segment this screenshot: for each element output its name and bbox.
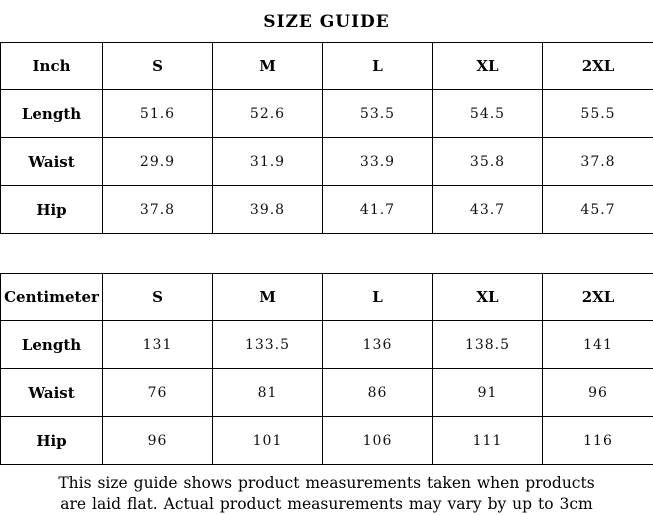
column-header-xl: XL <box>433 43 543 90</box>
row-label-length: Length <box>1 321 103 369</box>
cell-cm-hip-xl: 111 <box>433 417 543 465</box>
table-header-row <box>1 43 653 90</box>
cell-cm-waist-xl: 91 <box>433 369 543 417</box>
column-header-2xl: 2XL <box>543 43 653 90</box>
cell-cm-hip-m: 101 <box>213 417 323 465</box>
cell-inch-waist-2xl: 37.8 <box>543 138 653 186</box>
footnote-line-2: are laid flat. Actual product measurements may vary by up to 3cm <box>0 494 653 515</box>
column-header-l: L <box>323 274 433 321</box>
cell-cm-hip-s: 96 <box>103 417 213 465</box>
cell-inch-hip-2xl: 45.7 <box>543 186 653 234</box>
footnote <box>0 465 653 515</box>
table-header-row <box>1 274 653 321</box>
cell-cm-length-s: 131 <box>103 321 213 369</box>
size-table-centimeter <box>0 273 653 465</box>
cell-inch-hip-m: 39.8 <box>213 186 323 234</box>
footnote-line-1: This size guide shows product measurements taken when products <box>0 473 653 494</box>
cell-cm-length-l: 136 <box>323 321 433 369</box>
table-divider-space <box>0 234 653 273</box>
unit-header-inch: Inch <box>1 43 103 90</box>
cell-inch-waist-l: 33.9 <box>323 138 433 186</box>
cell-inch-length-s: 51.6 <box>103 90 213 138</box>
table-row <box>1 417 653 465</box>
column-header-s: S <box>103 274 213 321</box>
row-label-length: Length <box>1 90 103 138</box>
column-header-m: M <box>213 274 323 321</box>
row-label-hip: Hip <box>1 417 103 465</box>
cell-inch-length-l: 53.5 <box>323 90 433 138</box>
column-header-2xl: 2XL <box>543 274 653 321</box>
cell-cm-waist-l: 86 <box>323 369 433 417</box>
cell-cm-waist-m: 81 <box>213 369 323 417</box>
cell-cm-hip-2xl: 116 <box>543 417 653 465</box>
row-label-waist: Waist <box>1 138 103 186</box>
cell-cm-waist-s: 76 <box>103 369 213 417</box>
cell-cm-length-m: 133.5 <box>213 321 323 369</box>
column-header-s: S <box>103 43 213 90</box>
cell-inch-length-2xl: 55.5 <box>543 90 653 138</box>
table-row <box>1 186 653 234</box>
table-row <box>1 321 653 369</box>
cell-cm-waist-2xl: 96 <box>543 369 653 417</box>
column-header-xl: XL <box>433 274 543 321</box>
column-header-l: L <box>323 43 433 90</box>
unit-header-centimeter: Centimeter <box>1 274 103 321</box>
cell-cm-length-2xl: 141 <box>543 321 653 369</box>
table-row <box>1 369 653 417</box>
cell-cm-hip-l: 106 <box>323 417 433 465</box>
cell-inch-hip-xl: 43.7 <box>433 186 543 234</box>
cell-inch-waist-m: 31.9 <box>213 138 323 186</box>
column-header-m: M <box>213 43 323 90</box>
cell-inch-length-m: 52.6 <box>213 90 323 138</box>
table-row <box>1 90 653 138</box>
row-label-waist: Waist <box>1 369 103 417</box>
cell-inch-length-xl: 54.5 <box>433 90 543 138</box>
row-label-hip: Hip <box>1 186 103 234</box>
cell-inch-waist-s: 29.9 <box>103 138 213 186</box>
table-row <box>1 138 653 186</box>
cell-inch-waist-xl: 35.8 <box>433 138 543 186</box>
cell-cm-length-xl: 138.5 <box>433 321 543 369</box>
page-title: SIZE GUIDE <box>0 0 653 42</box>
size-table-inch <box>0 42 653 234</box>
cell-inch-hip-s: 37.8 <box>103 186 213 234</box>
cell-inch-hip-l: 41.7 <box>323 186 433 234</box>
